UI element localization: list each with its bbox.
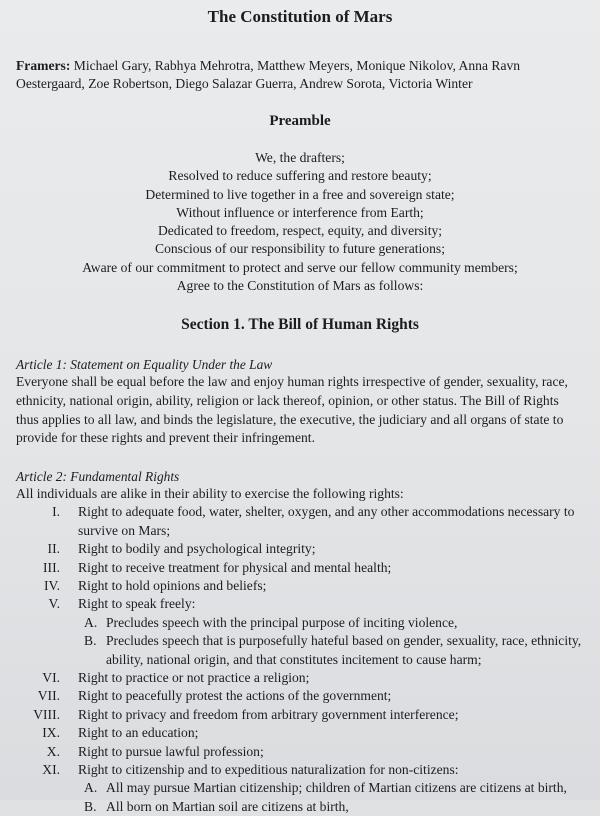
right-item xyxy=(16,687,584,705)
right-item xyxy=(16,503,584,521)
article-1-title: Article 1: Statement on Equality Under the Law xyxy=(16,357,273,373)
framers-label: Framers: xyxy=(16,58,71,73)
right-number: V. xyxy=(48,596,60,612)
preamble-line: We, the drafters; xyxy=(255,150,345,165)
right-text: Right to practice or not practice a religion; xyxy=(78,670,310,685)
sub-letter: A. xyxy=(84,614,98,630)
sub-item xyxy=(84,779,584,797)
preamble-block xyxy=(16,149,584,295)
sub-item xyxy=(84,632,584,650)
preamble-heading: Preamble xyxy=(269,113,331,129)
right-number: X. xyxy=(46,743,60,759)
right-number: III. xyxy=(43,559,60,575)
sub-text: Precludes speech with the principal purpose of inciting violence, xyxy=(106,614,458,630)
right-text: Right to bodily and psychological integrity; xyxy=(78,541,316,557)
right-number: XI. xyxy=(42,762,60,778)
right-item xyxy=(16,577,584,595)
right-item xyxy=(16,743,584,761)
right-text: Right to pursue lawful profession; xyxy=(78,743,264,759)
article-2-intro: All individuals are alike in their ability to exercise the following rights: xyxy=(16,485,404,501)
article-2-title: Article 2: Fundamental Rights xyxy=(16,468,180,484)
document-title: The Constitution of Mars xyxy=(207,7,393,26)
framers-paragraph xyxy=(16,57,584,93)
right-text: Right to adequate food, water, shelter, oxygen, and any other accommodations necessary to xyxy=(78,504,575,520)
right-item xyxy=(16,540,584,558)
preamble-line: Resolved to reduce suffering and restore beauty; xyxy=(168,168,432,184)
right-number: IV. xyxy=(44,577,60,593)
right-text: survive on Mars; xyxy=(78,522,171,538)
sub-text: All born on Martian soil are citizens at birth, xyxy=(106,798,349,814)
sub-item xyxy=(84,614,584,632)
article-1-text: Everyone shall be equal before the law and enjoy human rights irrespective of gender, sexuality, race, ethnicity, national origin, ability, religion or lack thereof, opinion, or other status. The Bill of Rights thus applies to all law, and binds the legislature, the executive, the judiciary and all organs of state to provide for these rights and prevent their infringement. xyxy=(16,374,568,446)
sub-text: Precludes speech that is purposefully hateful based on gender, sexuality, race, ethnicity, xyxy=(106,633,582,649)
right-number: VIII. xyxy=(33,706,60,722)
right-text: Right to receive treatment for physical and mental health; xyxy=(78,559,392,575)
right-number: VI. xyxy=(42,670,60,685)
preamble-line: Conscious of our responsibility to future generations; xyxy=(155,241,445,257)
sub-letter: B. xyxy=(84,798,97,814)
right-item xyxy=(16,724,584,742)
right-item xyxy=(16,706,584,724)
preamble-line: Dedicated to freedom, respect, equity, and diversity; xyxy=(157,223,443,239)
right-text: Right to privacy and freedom from arbitrary government interference; xyxy=(78,706,459,722)
right-number: IX. xyxy=(42,725,60,741)
framers-names: Michael Gary, Rabhya Mehrotra, Matthew Meyers, Monique Nikolov, Anna Ravn Oestergaard, Zoe Robertson, Diego Salazar Guerra, Andrew Sorota, Victoria Winter xyxy=(16,58,521,91)
preamble-line: Aware of our commitment to protect and serve our fellow community members; xyxy=(82,259,518,275)
preamble-line: Without influence or interference from Earth; xyxy=(176,204,424,220)
right-number: VII. xyxy=(37,688,60,704)
sub-text: ability, national origin, and that constitutes incitement to cause harm; xyxy=(106,651,482,667)
right-item xyxy=(16,761,584,779)
sub-letter: A. xyxy=(84,780,98,796)
right-item xyxy=(16,669,584,687)
sub-item-continuation xyxy=(84,651,584,669)
right-text: Right to peacefully protest the actions of the government; xyxy=(78,688,392,704)
rights-list xyxy=(16,503,584,816)
sub-item xyxy=(84,798,584,816)
right-text: Right to citizenship and to expeditious naturalization for non-citizens: xyxy=(78,762,459,778)
preamble-line: Agree to the Constitution of Mars as follows: xyxy=(176,278,424,294)
sub-text: All may pursue Martian citizenship; children of Martian citizens are citizens at birth, xyxy=(106,780,567,796)
right-text: Right to hold opinions and beliefs; xyxy=(78,577,267,593)
section-1-title: Section 1. The Bill of Human Rights xyxy=(181,316,419,334)
right-number: II. xyxy=(47,541,60,557)
right-item-continuation xyxy=(16,522,584,540)
right-item xyxy=(16,559,584,577)
right-text: Right to an education; xyxy=(78,725,199,741)
right-item xyxy=(16,595,584,613)
right-text: Right to speak freely: xyxy=(78,596,196,612)
right-number: I. xyxy=(52,504,60,520)
preamble-line: Determined to live together in a free and sovereign state; xyxy=(145,186,455,202)
sub-letter: B. xyxy=(84,633,97,649)
